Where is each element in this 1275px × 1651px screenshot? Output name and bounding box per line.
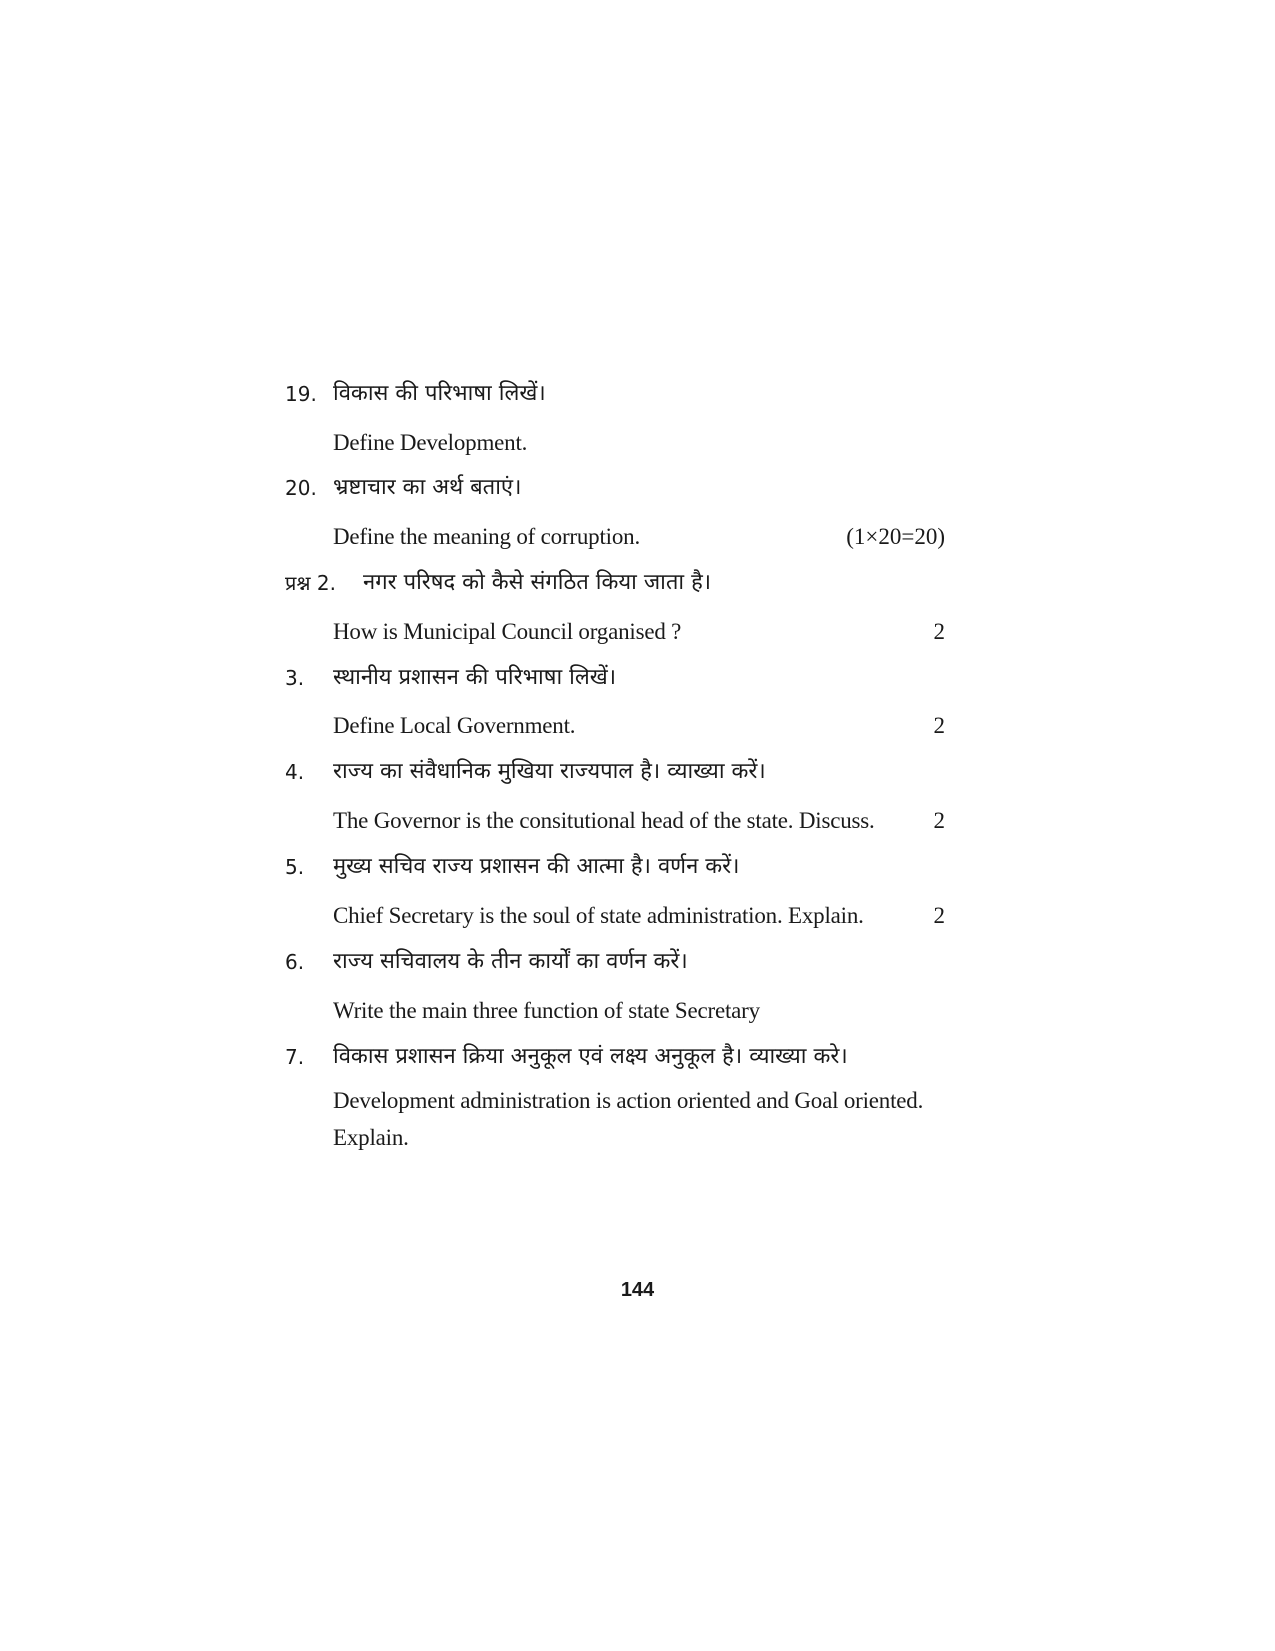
question-7-hindi-row (0, 1037, 1275, 1077)
question-6-english-row (0, 991, 1275, 1031)
question-4-hindi-row (0, 752, 1275, 792)
question-20-english-row (0, 517, 1275, 557)
question-marks: 2 (933, 903, 945, 928)
question-number: 4. (285, 760, 305, 784)
question-english-text: Chief Secretary is the soul of state administration. Explain. (333, 903, 864, 928)
question-hindi-text: स्थानीय प्रशासन की परिभाषा लिखें। (333, 665, 617, 690)
question-english-text: Define Local Government. (333, 713, 576, 738)
question-number: 7. (285, 1045, 305, 1069)
question-english-text: Define the meaning of corruption. (333, 524, 640, 549)
question-hindi-text: राज्य सचिवालय के तीन कार्यों का वर्णन करें। (333, 949, 688, 974)
question-number: प्रश्न 2. (285, 571, 336, 595)
question-english-text: The Governor is the consitutional head of the state. Discuss. (333, 808, 875, 833)
question-marks: (1×20=20) (846, 524, 945, 549)
question-3-hindi-row (0, 658, 1275, 698)
question-marks: 2 (933, 808, 945, 833)
question-number: 20. (285, 476, 317, 500)
question-5-hindi-row (0, 847, 1275, 887)
question-5-english-row (0, 896, 1275, 936)
question-hindi-text: विकास की परिभाषा लिखें। (333, 381, 546, 406)
question-2-hindi-row (0, 563, 1275, 603)
question-english-text: Write the main three function of state Secretary (333, 998, 760, 1023)
question-hindi-text: भ्रष्टाचार का अर्थ बताएं। (333, 475, 522, 500)
question-2-english-row (0, 612, 1275, 652)
question-marks: 2 (933, 619, 945, 644)
question-number: 5. (285, 855, 305, 879)
question-6-hindi-row (0, 942, 1275, 982)
page-number: 144 (620, 1279, 655, 1301)
question-19-english-row (0, 423, 1275, 463)
question-hindi-text: विकास प्रशासन क्रिया अनुकूल एवं लक्ष्य अनुकूल है। व्याख्या करे। (333, 1044, 848, 1069)
question-3-english-row (0, 706, 1275, 746)
question-english-text: How is Municipal Council organised ? (333, 619, 682, 644)
question-hindi-text: मुख्य सचिव राज्य प्रशासन की आत्मा है। वर्णन करें। (333, 854, 740, 879)
question-english-text: Development administration is action oriented and Goal oriented. Explain. (333, 1088, 924, 1150)
question-hindi-text: राज्य का संवैधानिक मुखिया राज्यपाल है। व्याख्या करें। (333, 759, 766, 784)
question-19-hindi-row (0, 374, 1275, 414)
question-number: 6. (285, 950, 305, 974)
question-number: 3. (285, 666, 305, 690)
question-4-english-row (0, 801, 1275, 841)
question-english-text: Define Development. (333, 430, 528, 455)
question-hindi-text: नगर परिषद को कैसे संगठित किया जाता है। (363, 570, 712, 595)
question-number: 19. (285, 382, 317, 406)
question-marks: 2 (933, 713, 945, 738)
question-20-hindi-row (0, 468, 1275, 508)
